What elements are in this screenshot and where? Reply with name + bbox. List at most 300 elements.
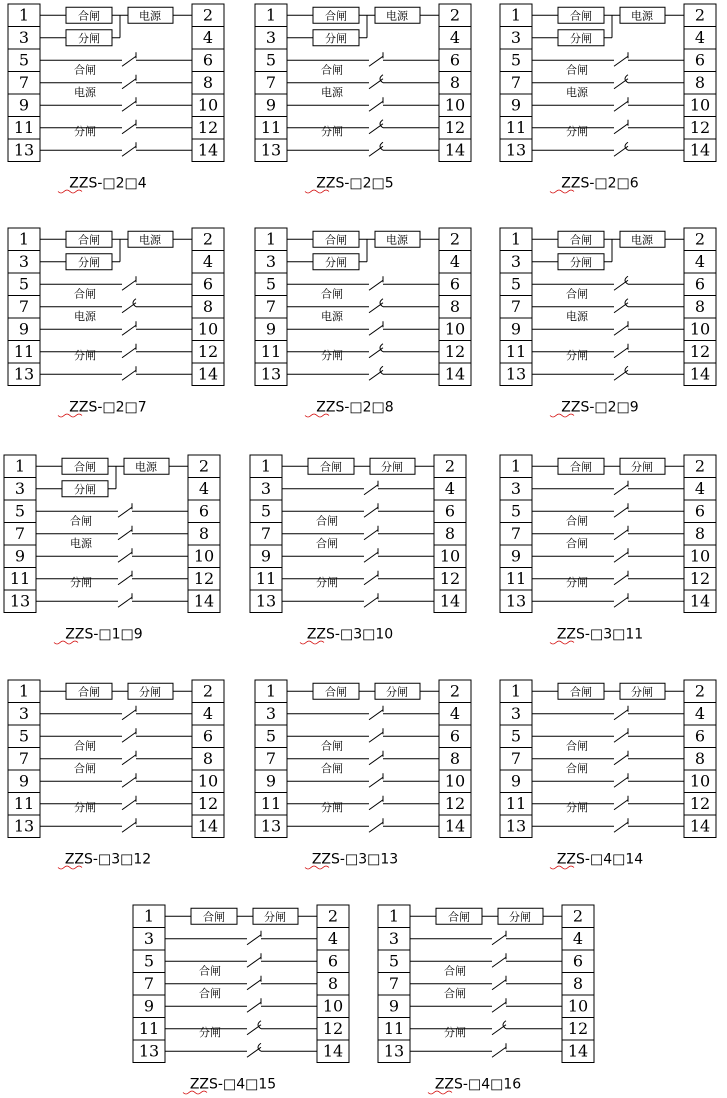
close-coil-label: 合闸	[325, 9, 347, 23]
terminal-number-right: 4	[572, 928, 584, 948]
top-right-box-label: 电源	[386, 9, 408, 23]
wiring-diagram	[500, 680, 716, 869]
terminal-number-right: 14	[689, 364, 711, 384]
no-contact-symbol	[614, 344, 628, 358]
contact-label: 分闸	[70, 576, 92, 589]
contact-label: 分闸	[321, 801, 343, 814]
model-caption: ZZS-□2□4	[69, 175, 147, 192]
terminal-number-right: 10	[197, 95, 219, 115]
terminal-number-left: 5	[388, 951, 400, 971]
terminal-number-left: 3	[18, 251, 30, 271]
terminal-number-left: 11	[505, 117, 527, 137]
top-right-box-label: 电源	[631, 233, 653, 247]
terminal-number-right: 6	[694, 274, 706, 294]
terminal-number-right: 8	[202, 296, 214, 316]
model-caption: ZZS-□3□10	[306, 626, 394, 643]
terminal-number-left: 9	[18, 95, 30, 115]
no-contact-symbol	[492, 931, 506, 945]
top-right-box-label: 电源	[139, 9, 161, 23]
close-coil-label: 合闸	[448, 910, 470, 924]
terminal-number-right: 14	[689, 591, 711, 611]
terminal-number-left: 3	[143, 928, 155, 948]
no-contact-symbol	[614, 796, 628, 810]
terminal-number-right: 8	[202, 748, 214, 768]
no-contact-symbol	[369, 818, 383, 832]
terminal-number-left: 11	[13, 793, 35, 813]
terminal-number-left: 5	[14, 501, 26, 521]
terminal-number-left: 9	[18, 319, 30, 339]
terminal-number-right: 12	[444, 793, 466, 813]
model-caption: ZZS-□4□16	[434, 1076, 522, 1093]
terminal-number-right: 12	[689, 117, 711, 137]
terminal-number-left: 1	[143, 906, 155, 926]
terminal-number-right: 6	[572, 951, 584, 971]
contact-label: 合闸	[70, 514, 92, 528]
terminal-number-right: 4	[202, 27, 214, 47]
contact-label: 合闸	[316, 537, 338, 550]
no-contact-symbol	[614, 773, 628, 787]
terminal-number-right: 10	[689, 546, 711, 566]
no-contact-symbol	[614, 548, 628, 562]
no-contact-symbol	[364, 548, 378, 562]
nc-contact-symbol	[369, 75, 383, 89]
no-contact-symbol	[247, 976, 261, 990]
no-contact-symbol	[492, 953, 506, 967]
terminal-number-left: 13	[255, 591, 277, 611]
contact-label: 分闸	[566, 349, 588, 362]
terminal-number-left: 13	[260, 364, 282, 384]
no-contact-symbol	[369, 728, 383, 742]
nc-contact-symbol	[369, 142, 383, 156]
terminal-number-right: 2	[444, 456, 456, 476]
terminal-number-left: 1	[265, 5, 277, 25]
contact-label: 合闸	[321, 739, 343, 753]
terminal-number-left: 3	[265, 703, 277, 723]
no-contact-symbol	[122, 75, 136, 89]
terminal-number-right: 2	[202, 5, 214, 25]
terminal-number-left: 7	[18, 748, 30, 768]
open-coil-label: 分闸	[570, 31, 592, 45]
no-contact-symbol	[492, 976, 506, 990]
no-contact-symbol	[122, 97, 136, 111]
no-contact-symbol	[614, 593, 628, 607]
contact-label: 合闸	[199, 964, 221, 978]
no-contact-symbol	[614, 751, 628, 765]
model-caption: ZZS-□2□7	[69, 399, 147, 416]
terminal-number-left: 3	[510, 478, 522, 498]
terminal-number-right: 10	[689, 771, 711, 791]
terminal-number-right: 12	[197, 793, 219, 813]
terminal-number-right: 2	[202, 229, 214, 249]
terminal-number-left: 11	[505, 568, 527, 588]
terminal-number-left: 9	[388, 996, 400, 1016]
no-contact-symbol	[122, 120, 136, 134]
contact-label: 合闸	[444, 987, 466, 1000]
terminal-number-left: 3	[18, 27, 30, 47]
no-contact-symbol	[118, 593, 132, 607]
close-coil-label: 合闸	[325, 233, 347, 247]
close-coil-label: 合闸	[570, 9, 592, 23]
terminal-number-right: 8	[694, 523, 706, 543]
terminal-number-left: 3	[18, 703, 30, 723]
no-contact-symbol	[364, 526, 378, 540]
model-caption: ZZS-□3□13	[311, 851, 399, 868]
no-contact-symbol	[118, 526, 132, 540]
no-contact-symbol	[614, 321, 628, 335]
nc-contact-symbol	[369, 366, 383, 380]
no-contact-symbol	[492, 1043, 506, 1057]
contact-label: 分闸	[74, 349, 96, 362]
terminal-number-right: 10	[197, 771, 219, 791]
no-contact-symbol	[614, 571, 628, 585]
terminal-number-right: 8	[449, 72, 461, 92]
model-caption: ZZS-□2□9	[561, 399, 639, 416]
no-contact-symbol	[118, 548, 132, 562]
open-coil-label: 分闸	[74, 482, 96, 496]
terminal-number-left: 1	[510, 229, 522, 249]
terminal-number-right: 12	[439, 568, 461, 588]
terminal-number-right: 10	[567, 996, 589, 1016]
terminal-number-right: 6	[327, 951, 339, 971]
terminal-number-right: 14	[444, 816, 466, 836]
model-caption: ZZS-□3□12	[64, 851, 152, 868]
terminal-number-left: 5	[265, 50, 277, 70]
terminal-number-right: 14	[444, 140, 466, 160]
no-contact-symbol	[247, 953, 261, 967]
terminal-number-left: 7	[510, 748, 522, 768]
terminal-number-right: 10	[444, 95, 466, 115]
terminal-number-left: 5	[510, 50, 522, 70]
no-contact-symbol	[369, 706, 383, 720]
no-contact-symbol	[369, 276, 383, 290]
contact-label: 分闸	[444, 1026, 466, 1039]
model-caption: ZZS-□2□5	[316, 175, 394, 192]
contact-label: 合闸	[566, 514, 588, 528]
terminal-number-right: 14	[439, 591, 461, 611]
nc-contact-symbol	[369, 299, 383, 313]
terminal-number-left: 1	[510, 456, 522, 476]
contact-label: 合闸	[321, 762, 343, 775]
top-right-box-label: 分闸	[631, 460, 653, 474]
no-contact-symbol	[369, 97, 383, 111]
nc-contact-symbol	[614, 366, 628, 380]
no-contact-symbol	[364, 571, 378, 585]
terminal-number-right: 8	[694, 296, 706, 316]
terminal-number-left: 7	[143, 973, 155, 993]
no-contact-symbol	[492, 998, 506, 1012]
terminal-number-left: 13	[383, 1041, 405, 1061]
terminal-number-right: 6	[449, 726, 461, 746]
close-coil-label: 合闸	[570, 460, 592, 474]
contact-label: 分闸	[316, 576, 338, 589]
terminal-number-left: 13	[9, 591, 31, 611]
terminal-number-right: 14	[322, 1041, 344, 1061]
terminal-number-right: 4	[449, 251, 461, 271]
terminal-number-right: 6	[444, 501, 456, 521]
no-contact-symbol	[122, 344, 136, 358]
terminal-number-right: 10	[444, 771, 466, 791]
terminal-number-left: 7	[265, 748, 277, 768]
no-contact-symbol	[247, 931, 261, 945]
contact-label: 合闸	[199, 987, 221, 1000]
top-right-box-label: 分闸	[631, 685, 653, 699]
terminal-number-left: 11	[260, 117, 282, 137]
terminal-number-right: 10	[193, 546, 215, 566]
top-right-box-label: 分闸	[139, 685, 161, 699]
terminal-number-right: 6	[694, 50, 706, 70]
no-contact-symbol	[122, 728, 136, 742]
terminal-number-left: 11	[505, 341, 527, 361]
model-caption: ZZS-□2□6	[561, 175, 639, 192]
contact-label: 分闸	[566, 576, 588, 589]
terminal-number-left: 5	[18, 274, 30, 294]
terminal-number-right: 6	[198, 501, 210, 521]
wiring-diagram	[8, 4, 224, 193]
top-right-box-label: 分闸	[381, 460, 403, 474]
terminal-number-right: 10	[689, 95, 711, 115]
nc-contact-symbol	[247, 1043, 261, 1057]
nc-contact-symbol	[492, 1021, 506, 1035]
terminal-number-right: 2	[694, 5, 706, 25]
terminal-number-right: 8	[327, 973, 339, 993]
wiring-diagram	[500, 228, 716, 417]
terminal-number-left: 11	[13, 117, 35, 137]
close-coil-label: 合闸	[78, 9, 100, 23]
terminal-number-right: 4	[327, 928, 339, 948]
terminal-number-left: 9	[260, 546, 272, 566]
contact-label: 电源	[321, 310, 343, 323]
wiring-diagram	[255, 228, 471, 417]
contact-label: 合闸	[566, 762, 588, 775]
terminal-number-left: 13	[505, 816, 527, 836]
terminal-number-left: 7	[510, 72, 522, 92]
terminal-number-left: 13	[13, 364, 35, 384]
terminal-number-left: 3	[510, 703, 522, 723]
no-contact-symbol	[247, 998, 261, 1012]
terminal-number-left: 7	[510, 523, 522, 543]
no-contact-symbol	[122, 773, 136, 787]
terminal-number-left: 3	[260, 478, 272, 498]
wiring-diagram	[500, 455, 716, 644]
terminal-number-right: 10	[439, 546, 461, 566]
contact-label: 合闸	[316, 514, 338, 528]
no-contact-symbol	[364, 503, 378, 517]
terminal-number-left: 9	[510, 771, 522, 791]
wiring-diagram	[378, 905, 594, 1094]
terminal-number-left: 5	[510, 726, 522, 746]
terminal-number-right: 4	[444, 478, 456, 498]
terminal-number-right: 12	[444, 341, 466, 361]
terminal-number-left: 5	[260, 501, 272, 521]
terminal-number-right: 6	[202, 726, 214, 746]
terminal-number-left: 5	[18, 726, 30, 746]
terminal-number-right: 14	[567, 1041, 589, 1061]
terminal-number-left: 13	[13, 140, 35, 160]
terminal-number-right: 4	[694, 27, 706, 47]
terminal-number-left: 3	[510, 251, 522, 271]
terminal-number-left: 1	[265, 229, 277, 249]
terminal-number-left: 5	[510, 274, 522, 294]
terminal-number-left: 11	[505, 793, 527, 813]
model-caption: ZZS-□3□11	[556, 626, 644, 643]
contact-label: 电源	[74, 86, 96, 99]
no-contact-symbol	[614, 818, 628, 832]
top-right-box-label: 电源	[135, 460, 157, 474]
terminal-number-left: 9	[18, 771, 30, 791]
contact-label: 合闸	[74, 63, 96, 77]
terminal-number-left: 11	[138, 1018, 160, 1038]
terminal-number-left: 11	[260, 793, 282, 813]
model-caption: ZZS-□1□9	[65, 626, 143, 643]
terminal-number-right: 2	[449, 229, 461, 249]
terminal-number-left: 1	[510, 681, 522, 701]
terminal-number-right: 4	[694, 703, 706, 723]
no-contact-symbol	[122, 142, 136, 156]
terminal-number-right: 8	[449, 296, 461, 316]
no-contact-symbol	[614, 52, 628, 66]
terminal-number-right: 4	[694, 478, 706, 498]
terminal-number-left: 3	[14, 478, 26, 498]
no-contact-symbol	[369, 52, 383, 66]
contact-label: 合闸	[74, 762, 96, 775]
terminal-number-left: 9	[265, 771, 277, 791]
terminal-number-left: 11	[9, 568, 31, 588]
wiring-diagram	[133, 905, 349, 1094]
terminal-number-left: 1	[18, 5, 30, 25]
terminal-number-left: 7	[510, 296, 522, 316]
terminal-number-right: 8	[202, 72, 214, 92]
model-caption: ZZS-□4□15	[189, 1076, 277, 1093]
terminal-number-left: 13	[13, 816, 35, 836]
wiring-diagram	[500, 4, 716, 193]
contact-label: 合闸	[321, 63, 343, 77]
terminal-number-right: 6	[202, 50, 214, 70]
terminal-number-right: 6	[202, 274, 214, 294]
no-contact-symbol	[614, 526, 628, 540]
close-coil-label: 合闸	[74, 460, 96, 474]
no-contact-symbol	[369, 751, 383, 765]
nc-contact-symbol	[369, 344, 383, 358]
terminal-number-right: 6	[694, 501, 706, 521]
terminal-number-right: 2	[198, 456, 210, 476]
model-caption: ZZS-□4□14	[556, 851, 644, 868]
terminal-number-right: 14	[197, 140, 219, 160]
terminal-number-left: 11	[260, 341, 282, 361]
close-coil-label: 合闸	[325, 685, 347, 699]
no-contact-symbol	[369, 773, 383, 787]
terminal-number-right: 2	[449, 681, 461, 701]
top-right-box-label: 电源	[139, 233, 161, 247]
terminal-number-left: 13	[505, 364, 527, 384]
nc-contact-symbol	[614, 276, 628, 290]
terminal-number-right: 4	[694, 251, 706, 271]
terminal-number-right: 8	[694, 748, 706, 768]
nc-contact-symbol	[369, 120, 383, 134]
terminal-number-left: 5	[143, 951, 155, 971]
terminal-number-left: 3	[510, 27, 522, 47]
no-contact-symbol	[364, 481, 378, 495]
terminal-number-left: 9	[14, 546, 26, 566]
close-coil-label: 合闸	[570, 685, 592, 699]
terminal-number-left: 9	[143, 996, 155, 1016]
no-contact-symbol	[369, 796, 383, 810]
terminal-number-right: 12	[193, 568, 215, 588]
contact-label: 合闸	[74, 287, 96, 301]
terminal-number-left: 1	[260, 456, 272, 476]
close-coil-label: 合闸	[570, 233, 592, 247]
terminal-number-left: 5	[265, 726, 277, 746]
close-coil-label: 合闸	[203, 910, 225, 924]
contact-label: 合闸	[566, 537, 588, 550]
no-contact-symbol	[122, 706, 136, 720]
contact-label: 分闸	[566, 125, 588, 138]
terminal-number-left: 5	[510, 501, 522, 521]
terminal-number-right: 8	[198, 523, 210, 543]
no-contact-symbol	[122, 276, 136, 290]
terminal-number-right: 4	[449, 703, 461, 723]
terminal-number-right: 4	[198, 478, 210, 498]
no-contact-symbol	[122, 796, 136, 810]
terminal-number-right: 14	[689, 816, 711, 836]
terminal-number-right: 10	[689, 319, 711, 339]
no-contact-symbol	[614, 120, 628, 134]
terminal-number-right: 8	[444, 523, 456, 543]
wiring-diagram	[255, 4, 471, 193]
terminal-number-right: 6	[694, 726, 706, 746]
terminal-number-right: 14	[444, 364, 466, 384]
no-contact-symbol	[122, 818, 136, 832]
terminal-number-right: 14	[197, 364, 219, 384]
terminal-number-right: 10	[322, 996, 344, 1016]
terminal-number-right: 2	[694, 229, 706, 249]
terminal-number-left: 3	[388, 928, 400, 948]
terminal-number-right: 2	[202, 681, 214, 701]
terminal-number-left: 9	[265, 319, 277, 339]
nc-contact-symbol	[614, 75, 628, 89]
terminal-number-right: 4	[202, 251, 214, 271]
contact-label: 合闸	[566, 739, 588, 753]
no-contact-symbol	[614, 97, 628, 111]
terminal-number-left: 1	[18, 229, 30, 249]
contact-label: 电源	[566, 86, 588, 99]
close-coil-label: 合闸	[78, 233, 100, 247]
no-contact-symbol	[614, 706, 628, 720]
terminal-number-left: 5	[18, 50, 30, 70]
terminal-number-left: 11	[13, 341, 35, 361]
terminal-number-right: 4	[449, 27, 461, 47]
open-coil-label: 分闸	[78, 31, 100, 45]
contact-label: 电源	[321, 86, 343, 99]
terminal-number-left: 13	[138, 1041, 160, 1061]
terminal-number-left: 13	[505, 140, 527, 160]
no-contact-symbol	[369, 321, 383, 335]
contact-label: 合闸	[566, 63, 588, 77]
contact-label: 合闸	[444, 964, 466, 978]
terminal-number-left: 13	[505, 591, 527, 611]
terminal-number-left: 3	[265, 251, 277, 271]
terminal-number-left: 5	[265, 274, 277, 294]
terminal-number-right: 12	[689, 568, 711, 588]
terminal-number-left: 7	[388, 973, 400, 993]
terminal-number-left: 7	[265, 296, 277, 316]
terminal-number-right: 2	[449, 5, 461, 25]
terminal-number-left: 7	[14, 523, 26, 543]
terminal-number-left: 7	[18, 296, 30, 316]
wiring-diagram	[4, 455, 220, 644]
nc-contact-symbol	[614, 299, 628, 313]
top-right-box-label: 分闸	[264, 910, 286, 924]
terminal-number-left: 9	[510, 319, 522, 339]
